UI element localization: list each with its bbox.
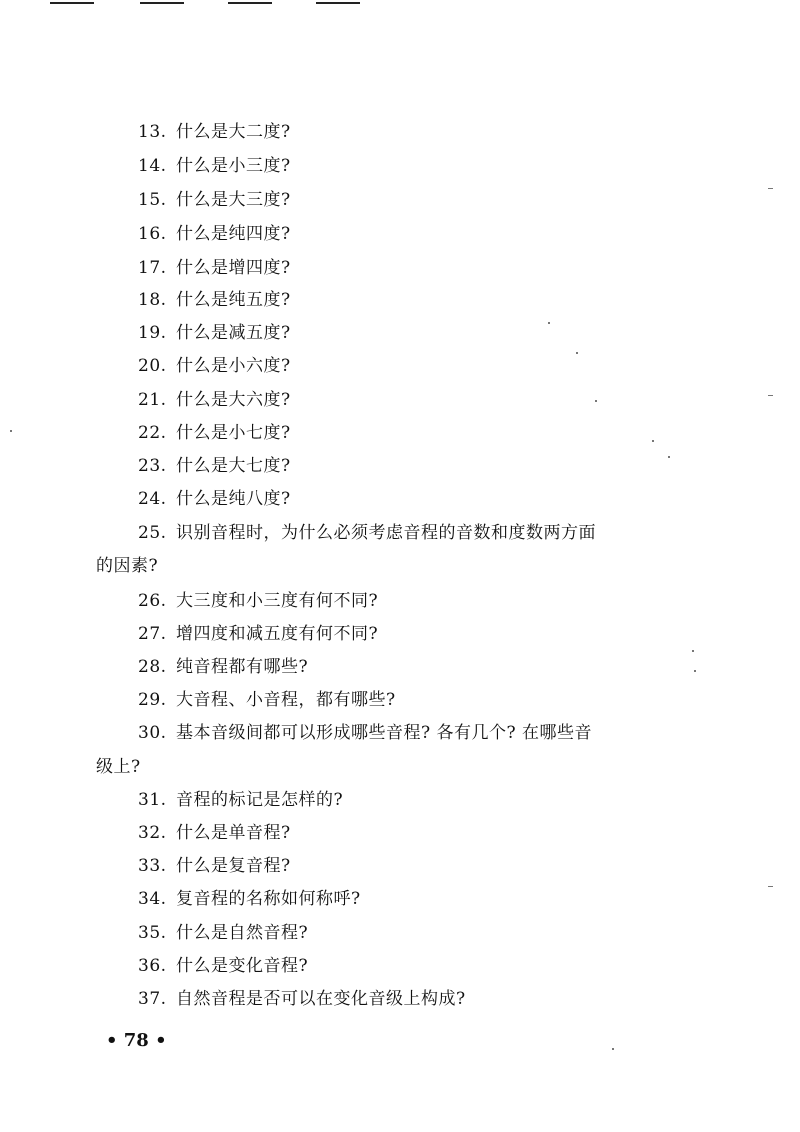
question-number: 15.	[138, 190, 167, 210]
question-32	[138, 821, 291, 845]
question-text: 什么是纯八度?	[176, 489, 291, 509]
question-number: 29.	[138, 690, 167, 710]
question-23	[138, 454, 291, 478]
scan-speck	[652, 440, 654, 442]
question-text: 复音程的名称如何称呼?	[176, 889, 361, 909]
question-27	[138, 622, 378, 646]
scan-speck	[768, 886, 773, 887]
question-number: 20.	[138, 356, 167, 376]
question-25-continuation: 的因素?	[96, 556, 159, 576]
question-number: 37.	[138, 989, 167, 1009]
question-text: 自然音程是否可以在变化音级上构成?	[176, 989, 466, 1009]
question-text: 什么是减五度?	[176, 323, 291, 343]
question-number: 16.	[138, 224, 167, 244]
question-text: 什么是增四度?	[176, 258, 291, 278]
question-20	[138, 354, 291, 378]
question-24	[138, 487, 291, 511]
question-number: 35.	[138, 923, 167, 943]
question-30-continuation: 级上?	[96, 757, 141, 777]
scan-speck	[612, 1048, 614, 1050]
scan-speck	[768, 188, 773, 189]
question-text: 什么是小三度?	[176, 156, 291, 176]
scan-speck	[595, 400, 597, 402]
question-number: 23.	[138, 456, 167, 476]
question-text: 什么是自然音程?	[176, 923, 309, 943]
question-text: 什么是变化音程?	[176, 956, 309, 976]
question-text: 什么是大三度?	[176, 190, 291, 210]
question-number: 22.	[138, 423, 167, 443]
top-rule-2	[140, 2, 184, 4]
question-number: 17.	[138, 258, 167, 278]
question-number: 33.	[138, 856, 167, 876]
question-number: 18.	[138, 290, 167, 310]
top-rule-1	[50, 2, 94, 4]
question-text: 什么是单音程?	[176, 823, 291, 843]
scan-speck	[668, 456, 670, 458]
question-19	[138, 321, 291, 345]
page-number: • 78 •	[106, 1030, 167, 1051]
scan-speck	[768, 395, 773, 396]
question-text: 纯音程都有哪些?	[176, 657, 309, 677]
question-text: 什么是纯四度?	[176, 224, 291, 244]
question-30	[138, 721, 592, 745]
scan-speck	[10, 430, 12, 432]
question-number: 31.	[138, 790, 167, 810]
question-number: 14.	[138, 156, 167, 176]
question-17	[138, 256, 291, 280]
question-text: 大三度和小三度有何不同?	[176, 591, 379, 611]
question-number: 24.	[138, 489, 167, 509]
question-26	[138, 589, 378, 613]
question-number: 34.	[138, 889, 167, 909]
scan-speck	[576, 352, 578, 354]
scan-speck	[692, 650, 694, 652]
question-number: 28.	[138, 657, 167, 677]
question-number: 13.	[138, 122, 167, 142]
scan-speck	[548, 322, 550, 324]
question-text: 音程的标记是怎样的?	[176, 790, 344, 810]
question-14	[138, 154, 291, 178]
question-number: 36.	[138, 956, 167, 976]
question-text: 什么是大六度?	[176, 390, 291, 410]
question-16	[138, 222, 291, 246]
question-25	[138, 521, 596, 545]
question-number: 19.	[138, 323, 167, 343]
question-number: 27.	[138, 624, 167, 644]
question-15	[138, 188, 291, 212]
question-text: 基本音级间都可以形成哪些音程? 各有几个? 在哪些音	[176, 723, 593, 743]
scan-speck	[694, 670, 696, 672]
question-33	[138, 854, 291, 878]
question-18	[138, 288, 291, 312]
question-text: 识别音程时，为什么必须考虑音程的音数和度数两方面	[176, 523, 596, 543]
question-22	[138, 421, 291, 445]
question-29	[138, 688, 396, 712]
question-text: 大音程、小音程，都有哪些?	[176, 690, 396, 710]
question-text: 增四度和减五度有何不同?	[176, 624, 379, 644]
question-number: 21.	[138, 390, 167, 410]
question-text: 什么是小七度?	[176, 423, 291, 443]
top-rule-3	[228, 2, 272, 4]
question-number: 30.	[138, 723, 167, 743]
question-28	[138, 655, 308, 679]
question-number: 32.	[138, 823, 167, 843]
question-34	[138, 887, 361, 911]
question-21	[138, 388, 291, 412]
question-31	[138, 788, 343, 812]
question-number: 25.	[138, 523, 167, 543]
question-text: 什么是复音程?	[176, 856, 291, 876]
question-35	[138, 921, 308, 945]
question-37	[138, 987, 466, 1011]
question-number: 26.	[138, 591, 167, 611]
question-text: 什么是小六度?	[176, 356, 291, 376]
question-36	[138, 954, 308, 978]
question-13	[138, 120, 291, 144]
question-text: 什么是大二度?	[176, 122, 291, 142]
question-text: 什么是纯五度?	[176, 290, 291, 310]
question-text: 什么是大七度?	[176, 456, 291, 476]
top-rule-4	[316, 2, 360, 4]
